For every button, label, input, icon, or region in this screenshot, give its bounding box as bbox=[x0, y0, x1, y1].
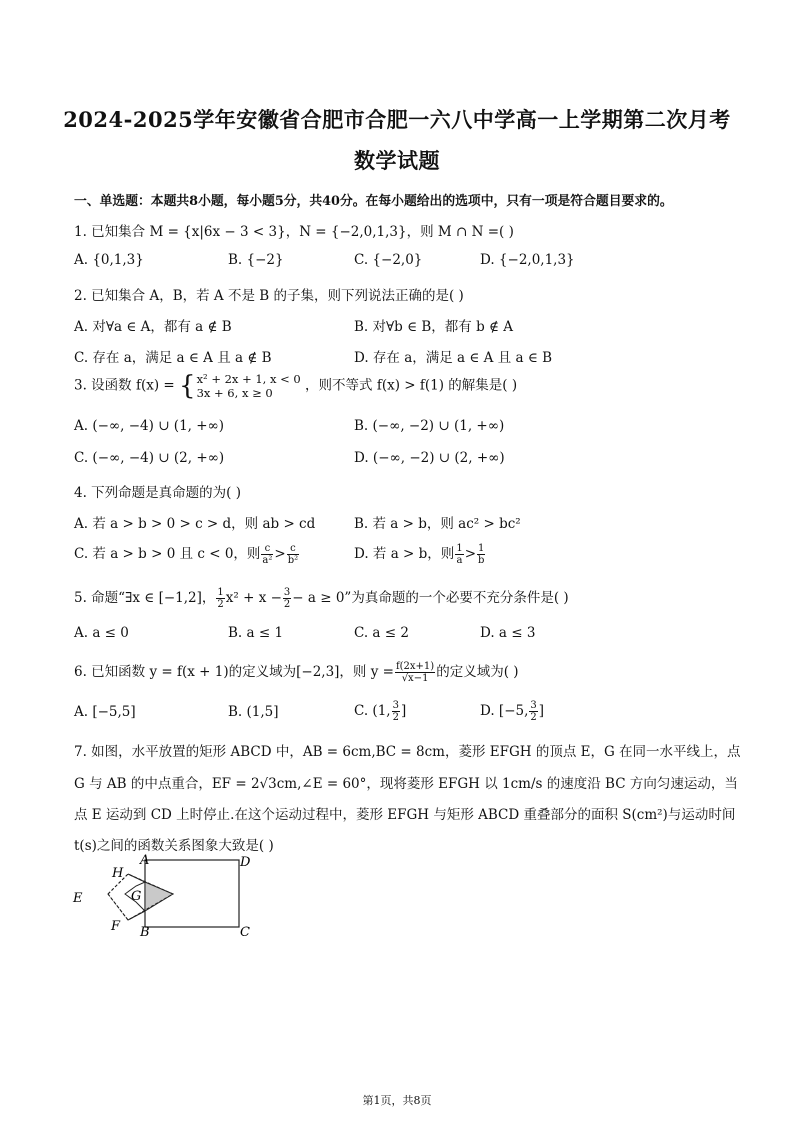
question-6-stem bbox=[74, 660, 519, 684]
q5-frac-2-num: 3 bbox=[283, 587, 291, 598]
label-a: A bbox=[140, 853, 150, 868]
section-header: 一、单选题：本题共8小题，每小题5分，共40分。在每小题给出的选项中，只有一项是符合题目要求的。 bbox=[74, 194, 673, 209]
q4-option-d bbox=[354, 542, 486, 566]
q2-option-d: D. 存在 a，满足 a ∈ A 且 a ∈ B bbox=[354, 350, 553, 366]
q2-option-a: A. 对∀a ∈ A，都有 a ∉ B bbox=[74, 319, 232, 335]
q4d-frac-1 bbox=[455, 543, 463, 566]
q6c-frac-den: 2 bbox=[392, 712, 399, 723]
q5-frac-1-den: 2 bbox=[217, 599, 224, 610]
question-1-stem: 1. 已知集合 M = {x|6x − 3 < 3}，N = {−2,0,1,3}，则 M ∩ N =( ) bbox=[74, 224, 514, 240]
q2-option-c: C. 存在 a，满足 a ∈ A 且 a ∉ B bbox=[74, 350, 272, 366]
q6-option-b: B. (1,5] bbox=[228, 704, 279, 720]
q4c-text: C. 若 a > b > 0 且 c < 0，则 bbox=[74, 546, 261, 562]
q1-option-d: D. {−2,0,1,3} bbox=[480, 252, 575, 268]
q6d-post: ] bbox=[538, 703, 545, 719]
exam-subtitle: 数学试题 bbox=[354, 148, 440, 173]
q6c-post: ] bbox=[400, 703, 407, 719]
q6c-pre: C. (1, bbox=[354, 703, 391, 719]
q6-stem-post: 的定义域为( ) bbox=[436, 664, 519, 680]
q4-option-b: B. 若 a > b，则 ac² > bc² bbox=[354, 516, 521, 532]
q1-option-c: C. {−2,0} bbox=[354, 252, 423, 268]
q5-option-d: D. a ≤ 3 bbox=[480, 625, 536, 641]
question-5-stem bbox=[74, 586, 569, 610]
q6-frac-den: √x−1 bbox=[401, 673, 429, 684]
q1-option-b: B. {−2} bbox=[228, 252, 284, 268]
q3-option-c: C. (−∞, −4) ∪ (2, +∞) bbox=[74, 450, 225, 466]
q5-mid: x² + x − bbox=[225, 590, 282, 606]
q5-frac-1 bbox=[216, 587, 224, 610]
q4d-frac-1-num: 1 bbox=[456, 543, 463, 554]
q5-option-c: C. a ≤ 2 bbox=[354, 625, 409, 641]
question-4-stem: 4. 下列命题是真命题的为( ) bbox=[74, 485, 241, 501]
q6-option-a: A. [−5,5] bbox=[74, 704, 136, 720]
q4d-frac-2-num: 1 bbox=[478, 543, 485, 554]
q4-option-c bbox=[74, 542, 300, 566]
question-7-line-4: t(s)之间的函数关系图象大致是( ) bbox=[74, 838, 274, 854]
q6d-frac-den: 2 bbox=[530, 712, 537, 723]
q4-option-a: A. 若 a > b > 0 > c > d，则 ab > cd bbox=[74, 516, 316, 532]
label-h: H bbox=[112, 866, 124, 881]
q3-stem-post: ，则不等式 f(x) > f(1) 的解集是( ) bbox=[305, 377, 518, 394]
q3-option-b: B. (−∞, −2) ∪ (1, +∞) bbox=[354, 418, 505, 434]
q3-piece-1: x² + 2x + 1, x < 0 bbox=[196, 372, 301, 386]
q3-stem-pre: 3. 设函数 f(x) = bbox=[74, 377, 175, 394]
q5-frac-2 bbox=[283, 587, 291, 610]
label-f: F bbox=[111, 919, 121, 934]
question-7-line-1: 7. 如图，水平放置的矩形 ABCD 中，AB = 6cm,BC = 8cm，菱形 EFGH 的顶点 E，G 在同一水平线上，点 bbox=[74, 744, 741, 760]
q5-frac-2-den: 2 bbox=[283, 599, 291, 610]
page-footer: 第1页，共8页 bbox=[362, 1094, 432, 1107]
q5-stem-post: − a ≥ 0”为真命题的一个必要不充分条件是( ) bbox=[292, 590, 569, 606]
q4c-frac-1-den: a² bbox=[262, 555, 273, 566]
q3-option-a: A. (−∞, −4) ∪ (1, +∞) bbox=[74, 418, 225, 434]
q6c-frac bbox=[392, 700, 400, 723]
q7-figure bbox=[68, 852, 268, 942]
q4c-gt: > bbox=[274, 546, 286, 562]
q4d-text: D. 若 a > b，则 bbox=[354, 546, 455, 562]
q6-frac bbox=[395, 661, 435, 684]
q2-option-b: B. 对∀b ∈ B，都有 b ∉ A bbox=[354, 319, 514, 335]
question-2-stem: 2. 已知集合 A，B，若 A 不是 B 的子集，则下列说法正确的是( ) bbox=[74, 288, 464, 304]
q4c-frac-1 bbox=[261, 543, 273, 566]
q6d-frac-num: 3 bbox=[530, 700, 537, 711]
q4d-gt: > bbox=[464, 546, 476, 562]
label-e: E bbox=[73, 891, 83, 906]
label-b: B bbox=[140, 925, 150, 940]
q6-stem-pre: 6. 已知函数 y = f(x + 1)的定义域为[−2,3]，则 y = bbox=[74, 664, 394, 680]
q5-option-a: A. a ≤ 0 bbox=[74, 625, 129, 641]
q6-frac-num: f(2x+1) bbox=[395, 661, 435, 672]
label-g: G bbox=[131, 889, 142, 904]
q3-brace: { bbox=[179, 371, 196, 401]
q1-option-a: A. {0,1,3} bbox=[74, 252, 144, 268]
q3-option-d: D. (−∞, −2) ∪ (2, +∞) bbox=[354, 450, 505, 466]
q6c-frac-num: 3 bbox=[392, 700, 399, 711]
q5-frac-1-num: 1 bbox=[217, 587, 224, 598]
q4c-frac-2 bbox=[287, 543, 299, 566]
q4d-frac-1-den: a bbox=[456, 555, 463, 566]
q3-piecewise bbox=[197, 372, 301, 400]
q6d-frac bbox=[529, 700, 537, 723]
q5-option-b: B. a ≤ 1 bbox=[228, 625, 284, 641]
label-d: D bbox=[240, 855, 251, 870]
exam-title: 2024-2025学年安徽省合肥市合肥一六八中学高一上学期第二次月考 bbox=[63, 107, 731, 132]
q5-stem-pre: 5. 命题“∃x ∈ [−1,2]， bbox=[74, 590, 216, 606]
question-7-line-3: 点 E 运动到 CD 上时停止.在这个运动过程中，菱形 EFGH 与矩形 ABCD 重叠部分的面积 S(cm²)与运动时间 bbox=[74, 807, 736, 823]
q4d-frac-2 bbox=[477, 543, 485, 566]
q4d-frac-2-den: b bbox=[478, 555, 485, 566]
question-3-stem bbox=[74, 372, 517, 400]
label-c: C bbox=[240, 925, 250, 940]
question-7-line-2: G 与 AB 的中点重合，EF = 2√3cm,∠E = 60°，现将菱形 EFGH 以 1cm/s 的速度沿 BC 方向匀速运动，当 bbox=[74, 776, 738, 792]
q4c-frac-2-num: c bbox=[287, 543, 299, 555]
q6-option-c bbox=[354, 700, 406, 723]
q6d-pre: D. [−5, bbox=[480, 703, 529, 719]
q4c-frac-2-den: b² bbox=[287, 555, 299, 566]
q3-piece-2: 3x + 6, x ≥ 0 bbox=[196, 386, 273, 400]
q4c-frac-1-num: c bbox=[261, 543, 273, 555]
q6-option-d bbox=[480, 700, 544, 723]
